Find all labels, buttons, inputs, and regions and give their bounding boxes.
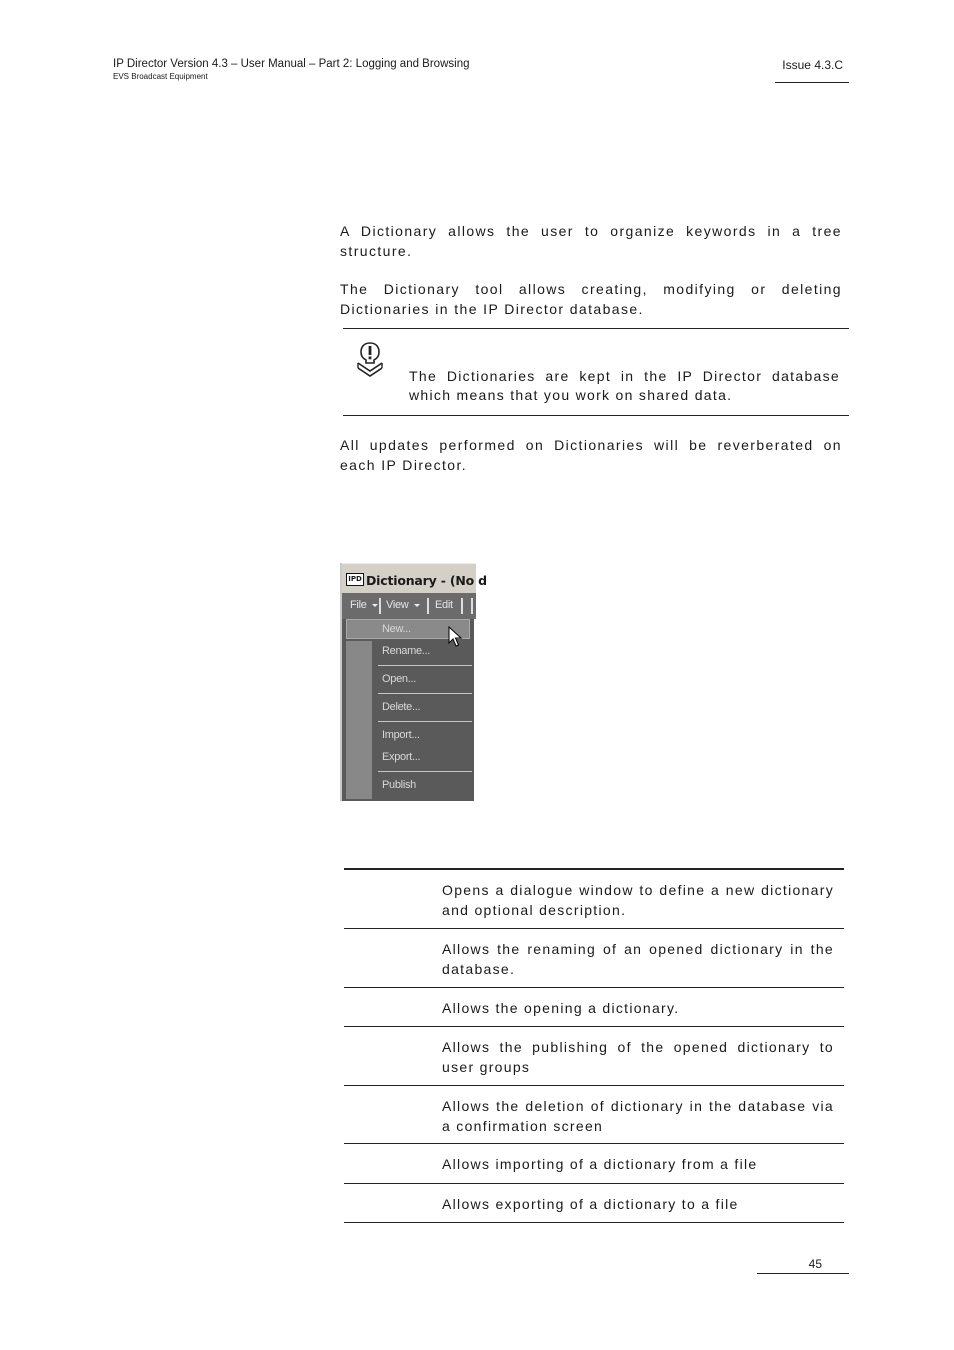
window-title: Dictionary - (No d: [366, 573, 487, 588]
menu-item-new[interactable]: New...: [382, 623, 411, 635]
menu-separator: [427, 598, 429, 614]
chevron-down-icon: [372, 604, 378, 607]
menu-item-rename[interactable]: Rename...: [382, 645, 431, 657]
window-titlebar: [342, 563, 487, 594]
table-row: [344, 1184, 844, 1223]
menu-item-publish[interactable]: Publish: [382, 779, 416, 791]
table-row: [344, 1027, 844, 1086]
table-row: [344, 988, 844, 1027]
issue-label: Issue 4.3.C: [782, 58, 843, 72]
command-description: Allows importing of a dictionary from a file: [442, 1156, 758, 1172]
updates-paragraph: All updates performed on Dictionaries will be reverberated on each IP Director.: [340, 437, 842, 473]
note-top-rule: [343, 328, 849, 329]
menu-item-export[interactable]: Export...: [382, 751, 421, 763]
command-description: Allows the renaming of an opened dictionary in the database.: [442, 941, 834, 977]
menu-separator: [378, 771, 472, 772]
menu-item-delete[interactable]: Delete...: [382, 701, 421, 713]
company-name: EVS Broadcast Equipment: [113, 72, 208, 81]
menu-separator: [378, 693, 472, 694]
chevron-down-icon: [414, 604, 420, 607]
tool-paragraph: The Dictionary tool allows creating, modifying or deleting Dictionaries in the IP Director database.: [340, 281, 842, 317]
menu-view[interactable]: View: [386, 599, 409, 611]
important-note-icon: [354, 341, 386, 381]
mouse-pointer-icon: [448, 626, 462, 648]
app-logo-icon: IPD: [346, 573, 364, 586]
menu-separator: [378, 665, 472, 666]
page-header: [113, 57, 469, 83]
document-title: IP Director Version 4.3 – User Manual – Part 2: Logging and Browsing: [113, 58, 470, 70]
menu-item-open[interactable]: Open...: [382, 673, 416, 685]
commands-table: [344, 868, 844, 1223]
menu-separator: [379, 598, 381, 614]
table-row: [344, 929, 844, 988]
footer-rule: [757, 1273, 849, 1274]
note-text: The Dictionaries are kept in the IP Director database which means that you work on shared data.: [409, 368, 840, 403]
command-description: Opens a dialogue window to define a new dictionary and optional description.: [442, 882, 834, 918]
intro-paragraph: A Dictionary allows the user to organize keywords in a tree structure.: [340, 223, 842, 259]
table-row: [344, 1086, 844, 1144]
command-description: Allows the opening a dictionary.: [442, 1000, 680, 1016]
menu-separator: [461, 598, 463, 614]
table-row: [344, 870, 844, 929]
page-number: 45: [808, 1257, 822, 1271]
command-description: Allows exporting of a dictionary to a file: [442, 1196, 739, 1212]
menu-separator: [378, 721, 472, 722]
menu-separator: [471, 598, 473, 614]
dictionary-file-menu-screenshot: [340, 563, 487, 801]
note-bottom-rule: [343, 415, 849, 416]
menubar: [342, 593, 476, 619]
menu-file[interactable]: File: [350, 599, 367, 611]
menu-item-import[interactable]: Import...: [382, 729, 420, 741]
command-description: Allows the publishing of the opened dictionary to user groups: [442, 1039, 834, 1075]
header-rule: [775, 82, 849, 83]
command-description: Allows the deletion of dictionary in the database via a confirmation screen: [442, 1098, 834, 1134]
menu-edit[interactable]: Edit: [435, 599, 453, 611]
menu-icon-gutter: [346, 641, 372, 799]
table-row: [344, 1144, 844, 1184]
